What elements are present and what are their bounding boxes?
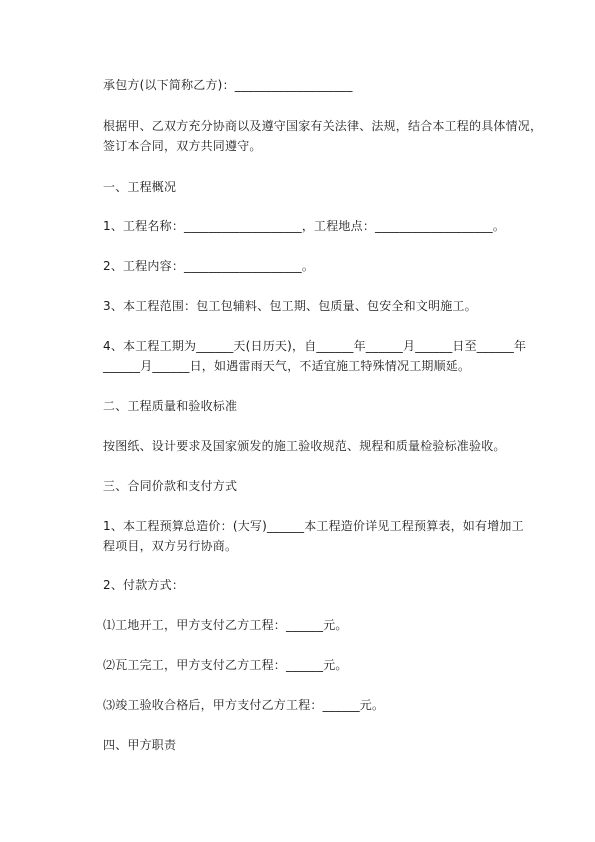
payment-item-1: ⑴工地开工，甲方支付乙方工程：______元。 xyxy=(103,618,348,632)
section-heading-3: 三、合同价款和支付方式 xyxy=(103,479,238,493)
section-heading-4: 四、甲方职责 xyxy=(103,738,177,752)
project-period-line-1: 4、本工程工期为______天(日历天)，自______年______月______日至______年 xyxy=(103,339,527,353)
project-name-location-line: 1、工程名称：___________________，工程地点：___________________。 xyxy=(103,219,506,233)
section-heading-2: 二、工程质量和验收标准 xyxy=(103,399,238,413)
preamble-line-2: 签订本合同，双方共同遵守。 xyxy=(103,139,262,153)
project-period-line-2: ______月______日，如遇雷雨天气，不适宜施工特殊情况工期顺延。 xyxy=(103,359,471,373)
acceptance-standard-line: 按图纸、设计要求及国家颁发的施工验收规范、规程和质量检验标准验收。 xyxy=(103,439,506,453)
budget-line-1: 1、本工程预算总造价：(大写)______本工程造价详见工程预算表，如有增加工 xyxy=(103,519,524,533)
budget-line-2: 程项目，双方另行协商。 xyxy=(103,539,238,553)
contractor-party-line: 承包方(以下简称乙方)：___________________ xyxy=(103,78,353,92)
project-scope-line: 3、本工程范围：包工包辅料、包工期、包质量、包安全和文明施工。 xyxy=(103,299,477,313)
payment-item-3: ⑶竣工验收合格后，甲方支付乙方工程：______元。 xyxy=(103,698,385,712)
preamble-line-1: 根据甲、乙双方充分协商以及遵守国家有关法律、法规，结合本工程的具体情况， xyxy=(103,119,543,133)
project-content-line: 2、工程内容：___________________。 xyxy=(103,259,315,273)
payment-method-line: 2、付款方式： xyxy=(103,578,185,592)
section-heading-1: 一、工程概况 xyxy=(103,180,177,194)
payment-item-2: ⑵瓦工完工，甲方支付乙方工程：______元。 xyxy=(103,658,348,672)
